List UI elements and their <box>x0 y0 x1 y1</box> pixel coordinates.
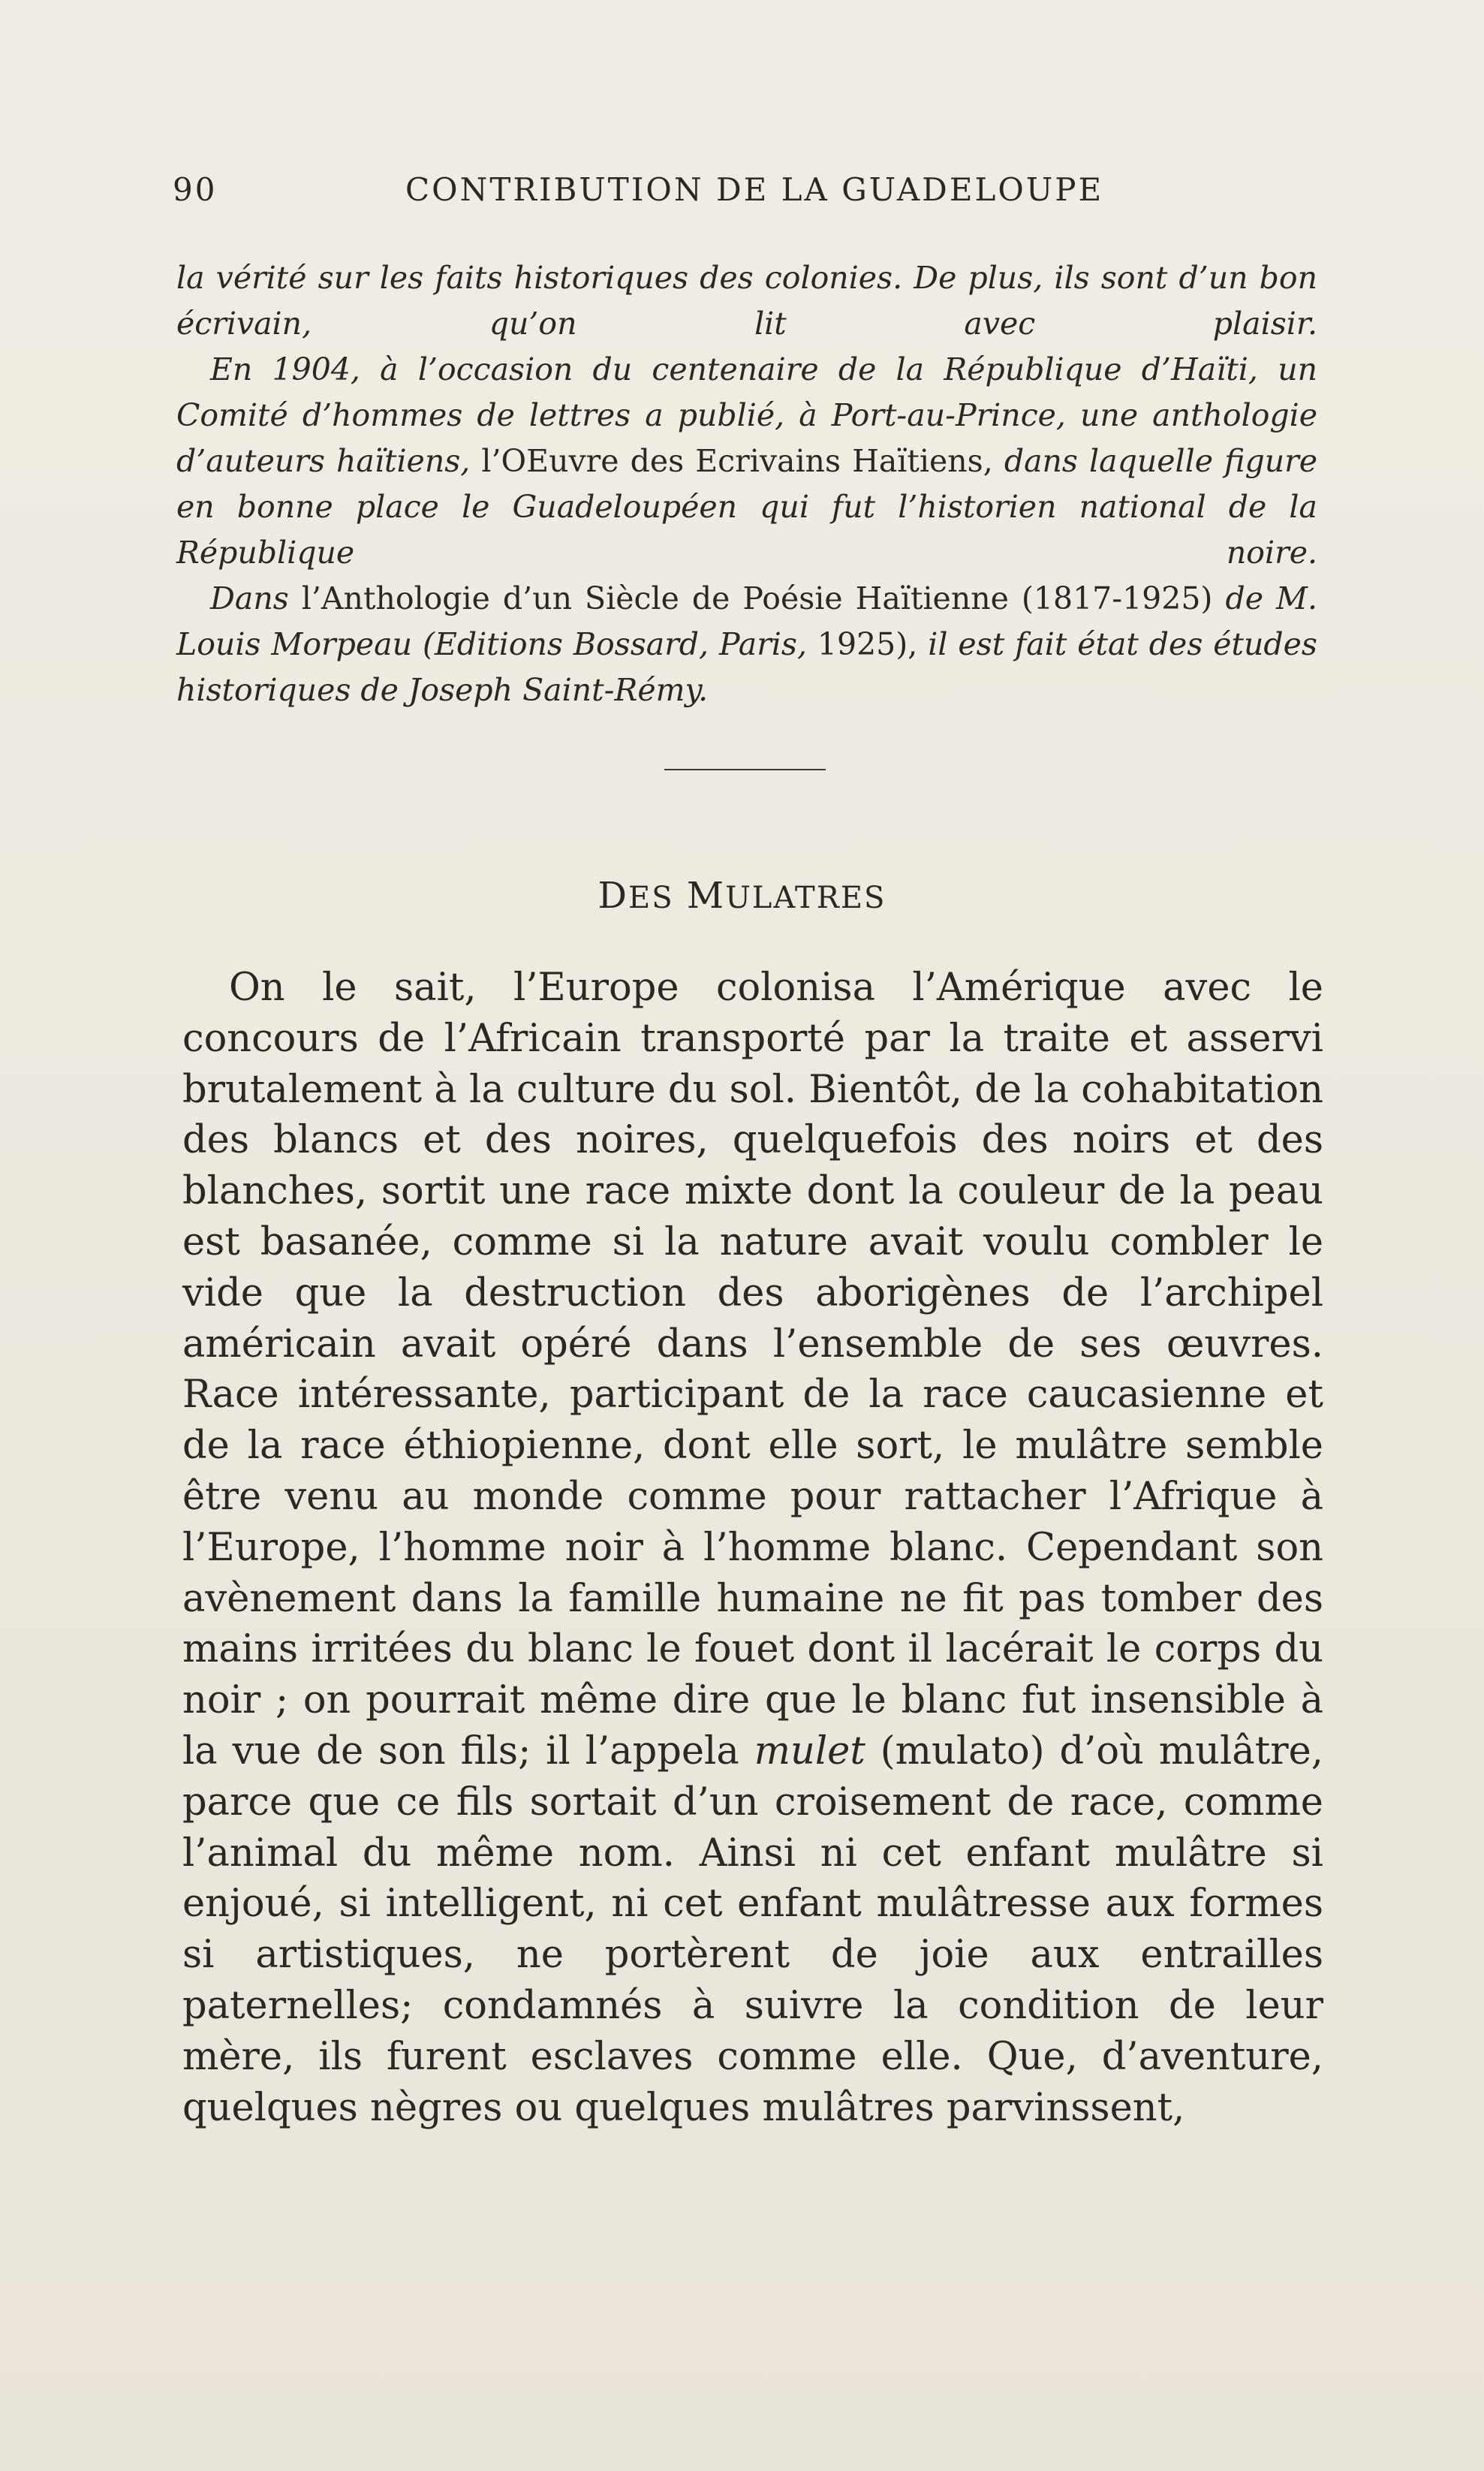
section-separator <box>664 769 826 770</box>
note-paragraph-1: la vérité sur les faits historiques des colonies. De plus, ils sont d’un bon écrivain, qu’on lit avec plaisir. <box>176 260 1317 342</box>
italic-word: mulet <box>754 1728 865 1773</box>
page-number: 90 <box>173 171 218 208</box>
note-paragraph-3: Dans l’Anthologie d’un Siècle de Poésie Haïtienne (1817-1925) de M. Louis Morpeau (Editions Bossard, Paris, 1925), il est fait état des études historiques de Joseph Saint-Rémy. <box>176 580 1317 708</box>
running-header <box>173 171 1321 216</box>
body-text <box>182 963 1323 2133</box>
note-paragraph-2: En 1904, à l’occasion du centenaire de la République d’Haïti, un Comité d’hommes de lettres a publié, à Port-au-Prince, une anthologie d’auteurs haïtiens, l’OEuvre des Ecrivains Haïtiens, dans laquelle figure en bonne place le Guadeloupéen qui fut l’historien national de la République noire. <box>176 351 1317 571</box>
notes-block <box>176 255 1317 713</box>
running-title: CONTRIBUTION DE LA GUADELOUPE <box>405 171 1104 208</box>
body-paragraph: On le sait, l’Europe colonisa l’Amérique avec le concours de l’Africain transporté par la traite et asservi brutalement à la culture du sol. Bientôt, de la cohabitation des blancs et des noires, quelquefois des noirs et des blanches, sortit une race mixte dont la couleur de la peau est basanée, comme si la nature avait voulu combler le vide que la destruction des aborigènes de l’archipel américain avait opéré dans l’ensemble de ses œuvres. Race intéressante, participant de la race caucasienne et de la race éthiopienne, dont elle sort, le mulâtre semble être venu au monde comme pour rattacher l’Afrique à l’Europe, l’homme noir à l’homme blanc. Cependant son avènement dans la famille humaine ne fit pas tomber des mains irritées du blanc le fouet dont il lacérait le corps du noir ; on pourrait même dire que le blanc fut insensible à la vue de son fils; il l’appela mulet (mulato) d’où mulâtre, parce que ce fils sortait d’un croisement de race, comme l’animal du même nom. Ainsi ni cet enfant mulâtre si enjoué, si intelligent, ni cet enfant mulâtresse aux formes si artistiques, ne portèrent de joie aux entrailles paternelles; condamnés à suivre la condition de leur mère, ils furent esclaves comme elle. Que, d’aventure, quelques nègres ou quelques mulâtres parvinssent, <box>182 966 1323 2130</box>
section-title: DES MULATRES <box>598 875 886 917</box>
